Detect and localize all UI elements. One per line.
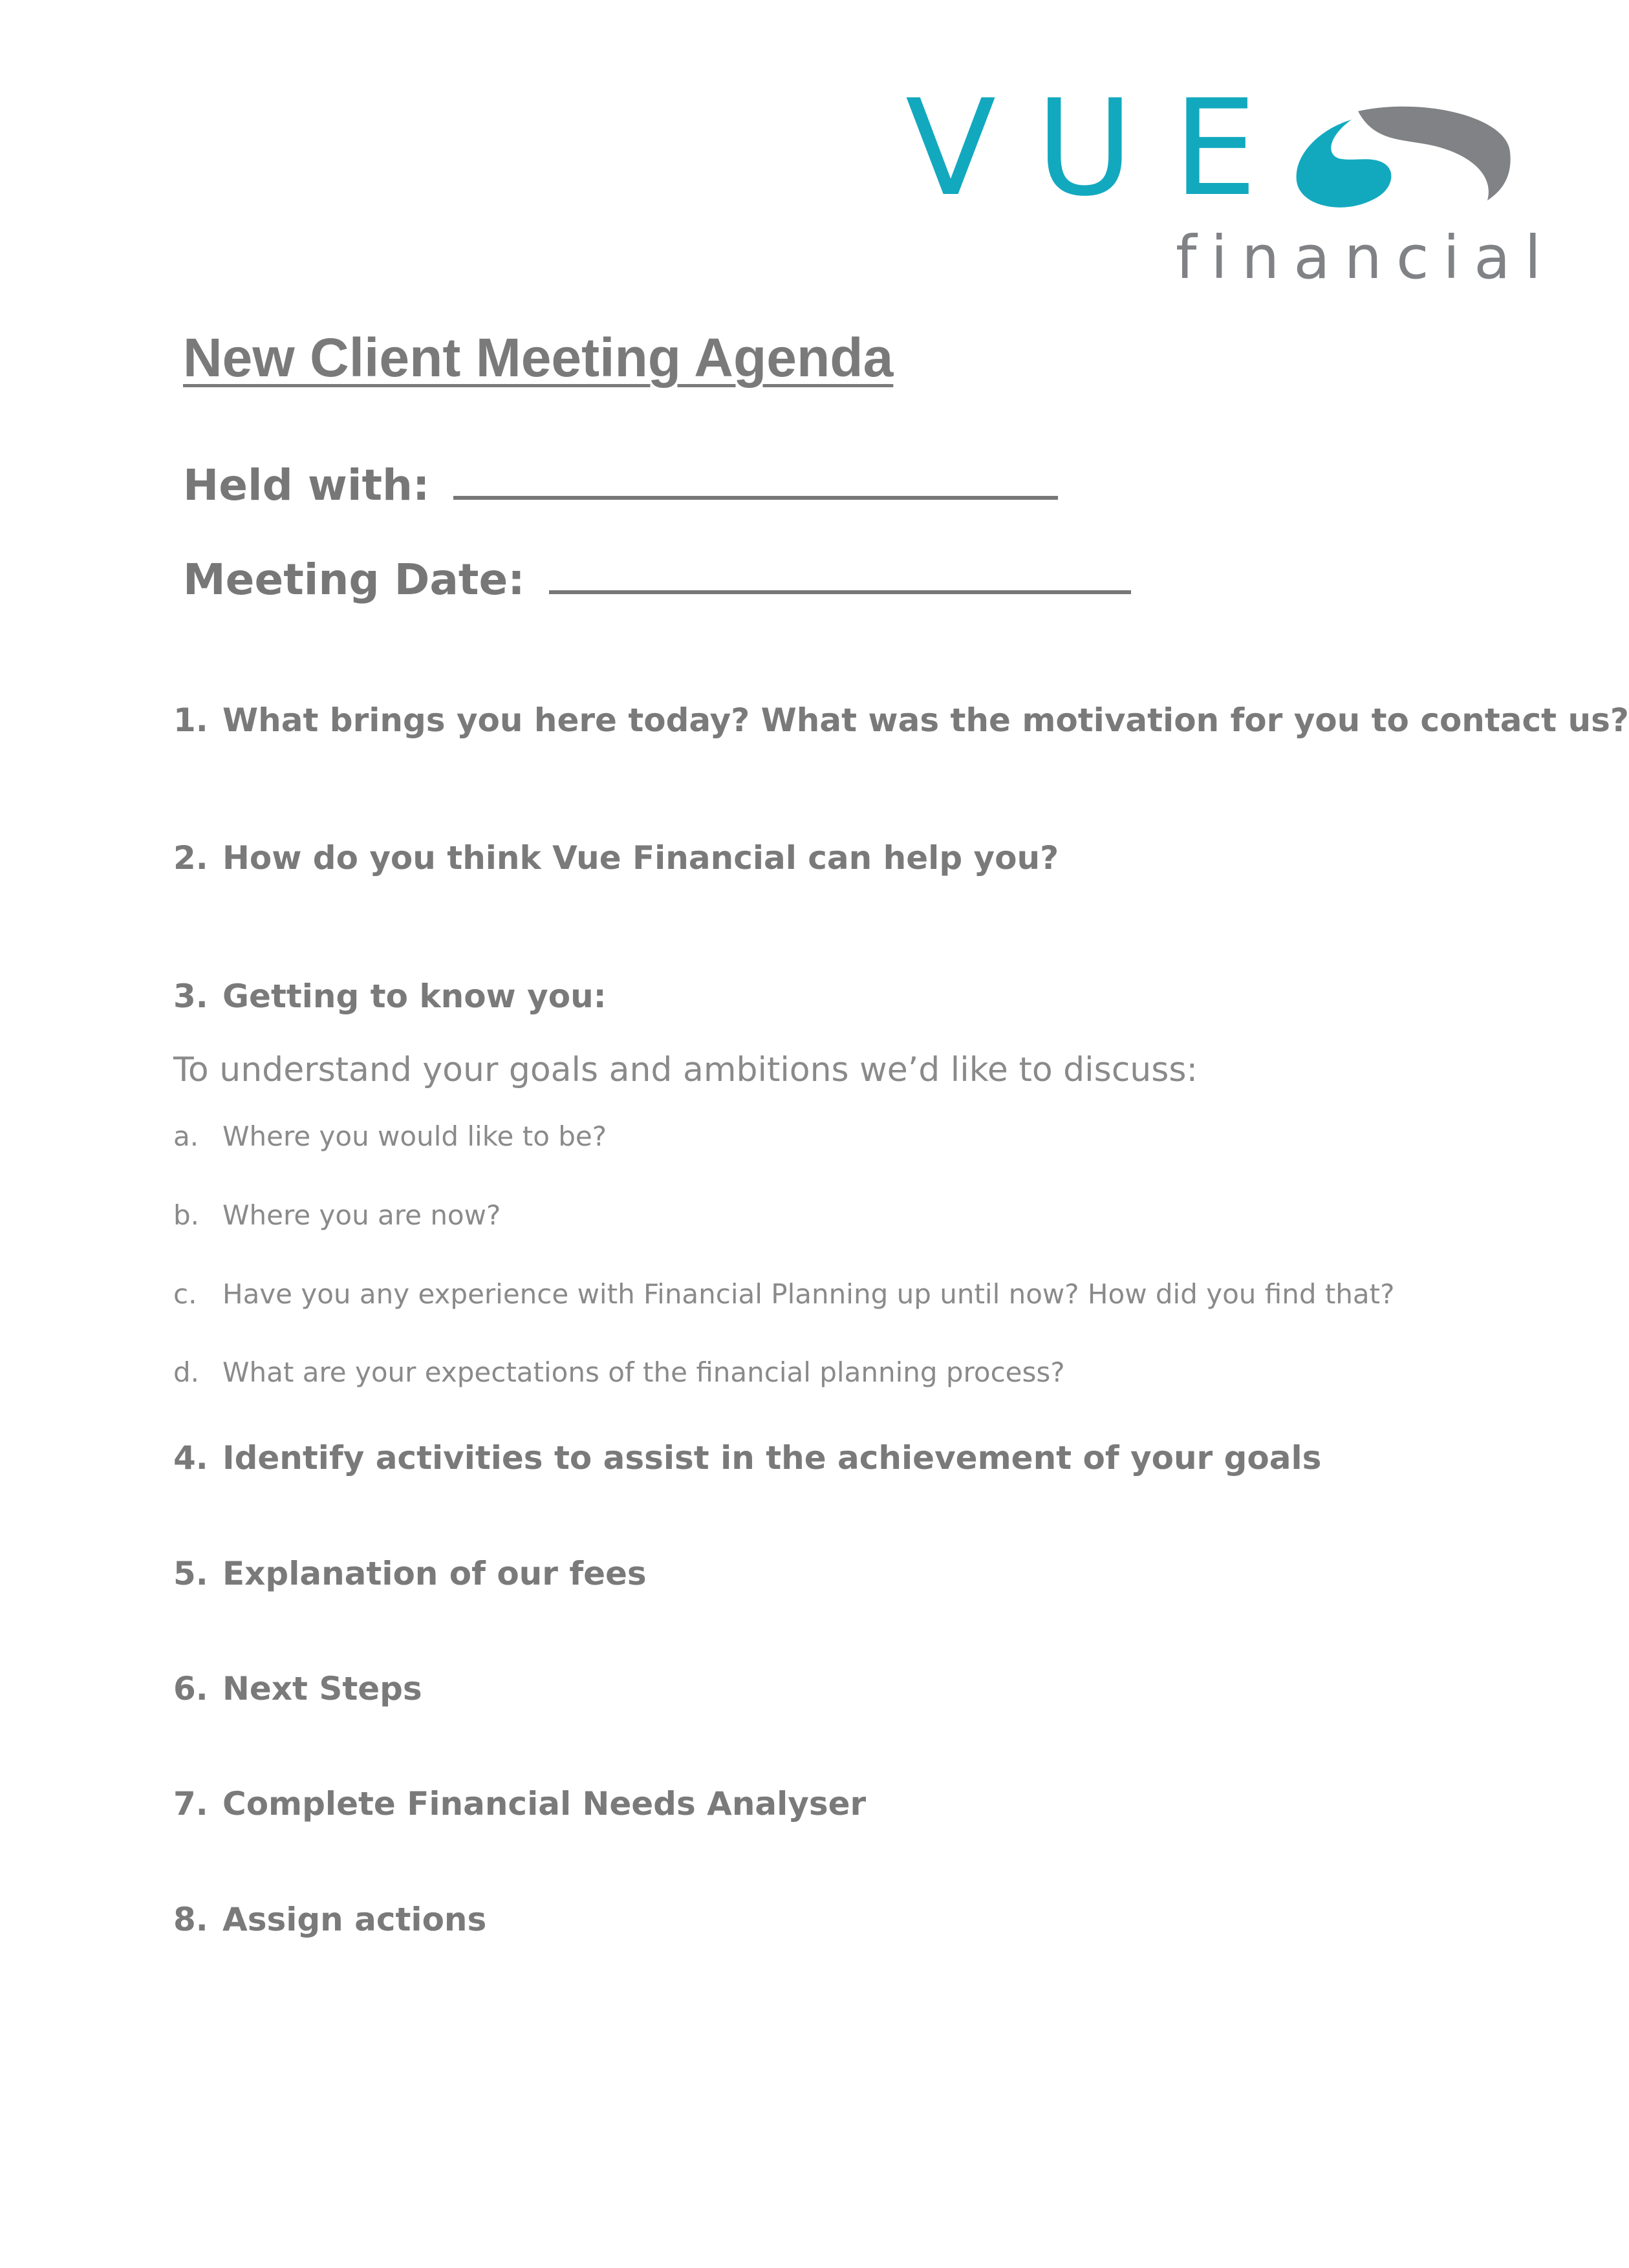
agenda-item: [173, 1439, 1321, 1477]
agenda-item-text: Getting to know you:: [222, 978, 607, 1015]
agenda-subitem-letter: b.: [173, 1199, 200, 1231]
logo-wordmark: VUE: [905, 72, 1297, 226]
held-with-field: [183, 460, 1058, 510]
agenda-item-number: 6.: [173, 1670, 208, 1707]
agenda-subitem-letter: c.: [173, 1278, 197, 1310]
agenda-item-text: What brings you here today? What was the motivation for you to contact us?: [222, 701, 1629, 739]
agenda-item: [173, 1785, 866, 1823]
agenda-item: [173, 1901, 486, 1938]
held-with-blank-line: [453, 489, 1058, 500]
agenda-item-text: Explanation of our fees: [222, 1555, 647, 1592]
agenda-item-number: 8.: [173, 1901, 208, 1938]
agenda-item-text: Assign actions: [222, 1901, 487, 1938]
agenda-item: [173, 839, 1059, 877]
agenda-subitem-letter: d.: [173, 1356, 200, 1388]
held-with-label: Held with:: [183, 460, 430, 510]
agenda-subitem-text: Where you would like to be?: [222, 1120, 607, 1152]
agenda-subitem-text: Where you are now?: [222, 1199, 501, 1231]
agenda-intro-text: To understand your goals and ambitions we’d like to discuss:: [173, 1051, 1198, 1089]
agenda-subitem: [173, 1120, 607, 1152]
agenda-item-text: Complete Financial Needs Analyser: [222, 1785, 867, 1823]
agenda-item-text: How do you think Vue Financial can help you?: [222, 839, 1059, 877]
agenda-item-text: Next Steps: [222, 1670, 422, 1707]
agenda-subitem: [173, 1278, 1394, 1310]
agenda-subitem-text: What are your expectations of the financial planning process?: [222, 1356, 1065, 1388]
logo-swoosh-teal-icon: [1297, 120, 1392, 208]
agenda-item-number: 3.: [173, 978, 208, 1015]
agenda-subitem-letter: a.: [173, 1120, 199, 1152]
agenda-subitem: [173, 1199, 501, 1231]
agenda-subitem: [173, 1356, 1065, 1388]
agenda-item: [173, 978, 607, 1015]
page-title: New Client Meeting Agenda: [183, 327, 894, 388]
meeting-date-blank-line: [549, 584, 1131, 594]
logo-subtitle: financial: [1176, 223, 1556, 292]
agenda-item-number: 5.: [173, 1555, 208, 1592]
meeting-date-label: Meeting Date:: [183, 555, 525, 604]
agenda-item: [173, 1555, 647, 1592]
agenda-item-number: 4.: [173, 1439, 208, 1477]
agenda-item-text: Identify activities to assist in the achievement of your goals: [222, 1439, 1322, 1477]
agenda-item: [173, 701, 1629, 739]
agenda-subitem-text: Have you any experience with Financial Planning up until now? How did you find that?: [222, 1278, 1395, 1310]
meeting-date-field: [183, 555, 1131, 604]
agenda-item-number: 7.: [173, 1785, 208, 1823]
vue-financial-logo: [905, 72, 1556, 292]
agenda-item-number: 2.: [173, 839, 208, 877]
agenda-item: [173, 1670, 422, 1707]
agenda-item-number: 1.: [173, 701, 208, 739]
